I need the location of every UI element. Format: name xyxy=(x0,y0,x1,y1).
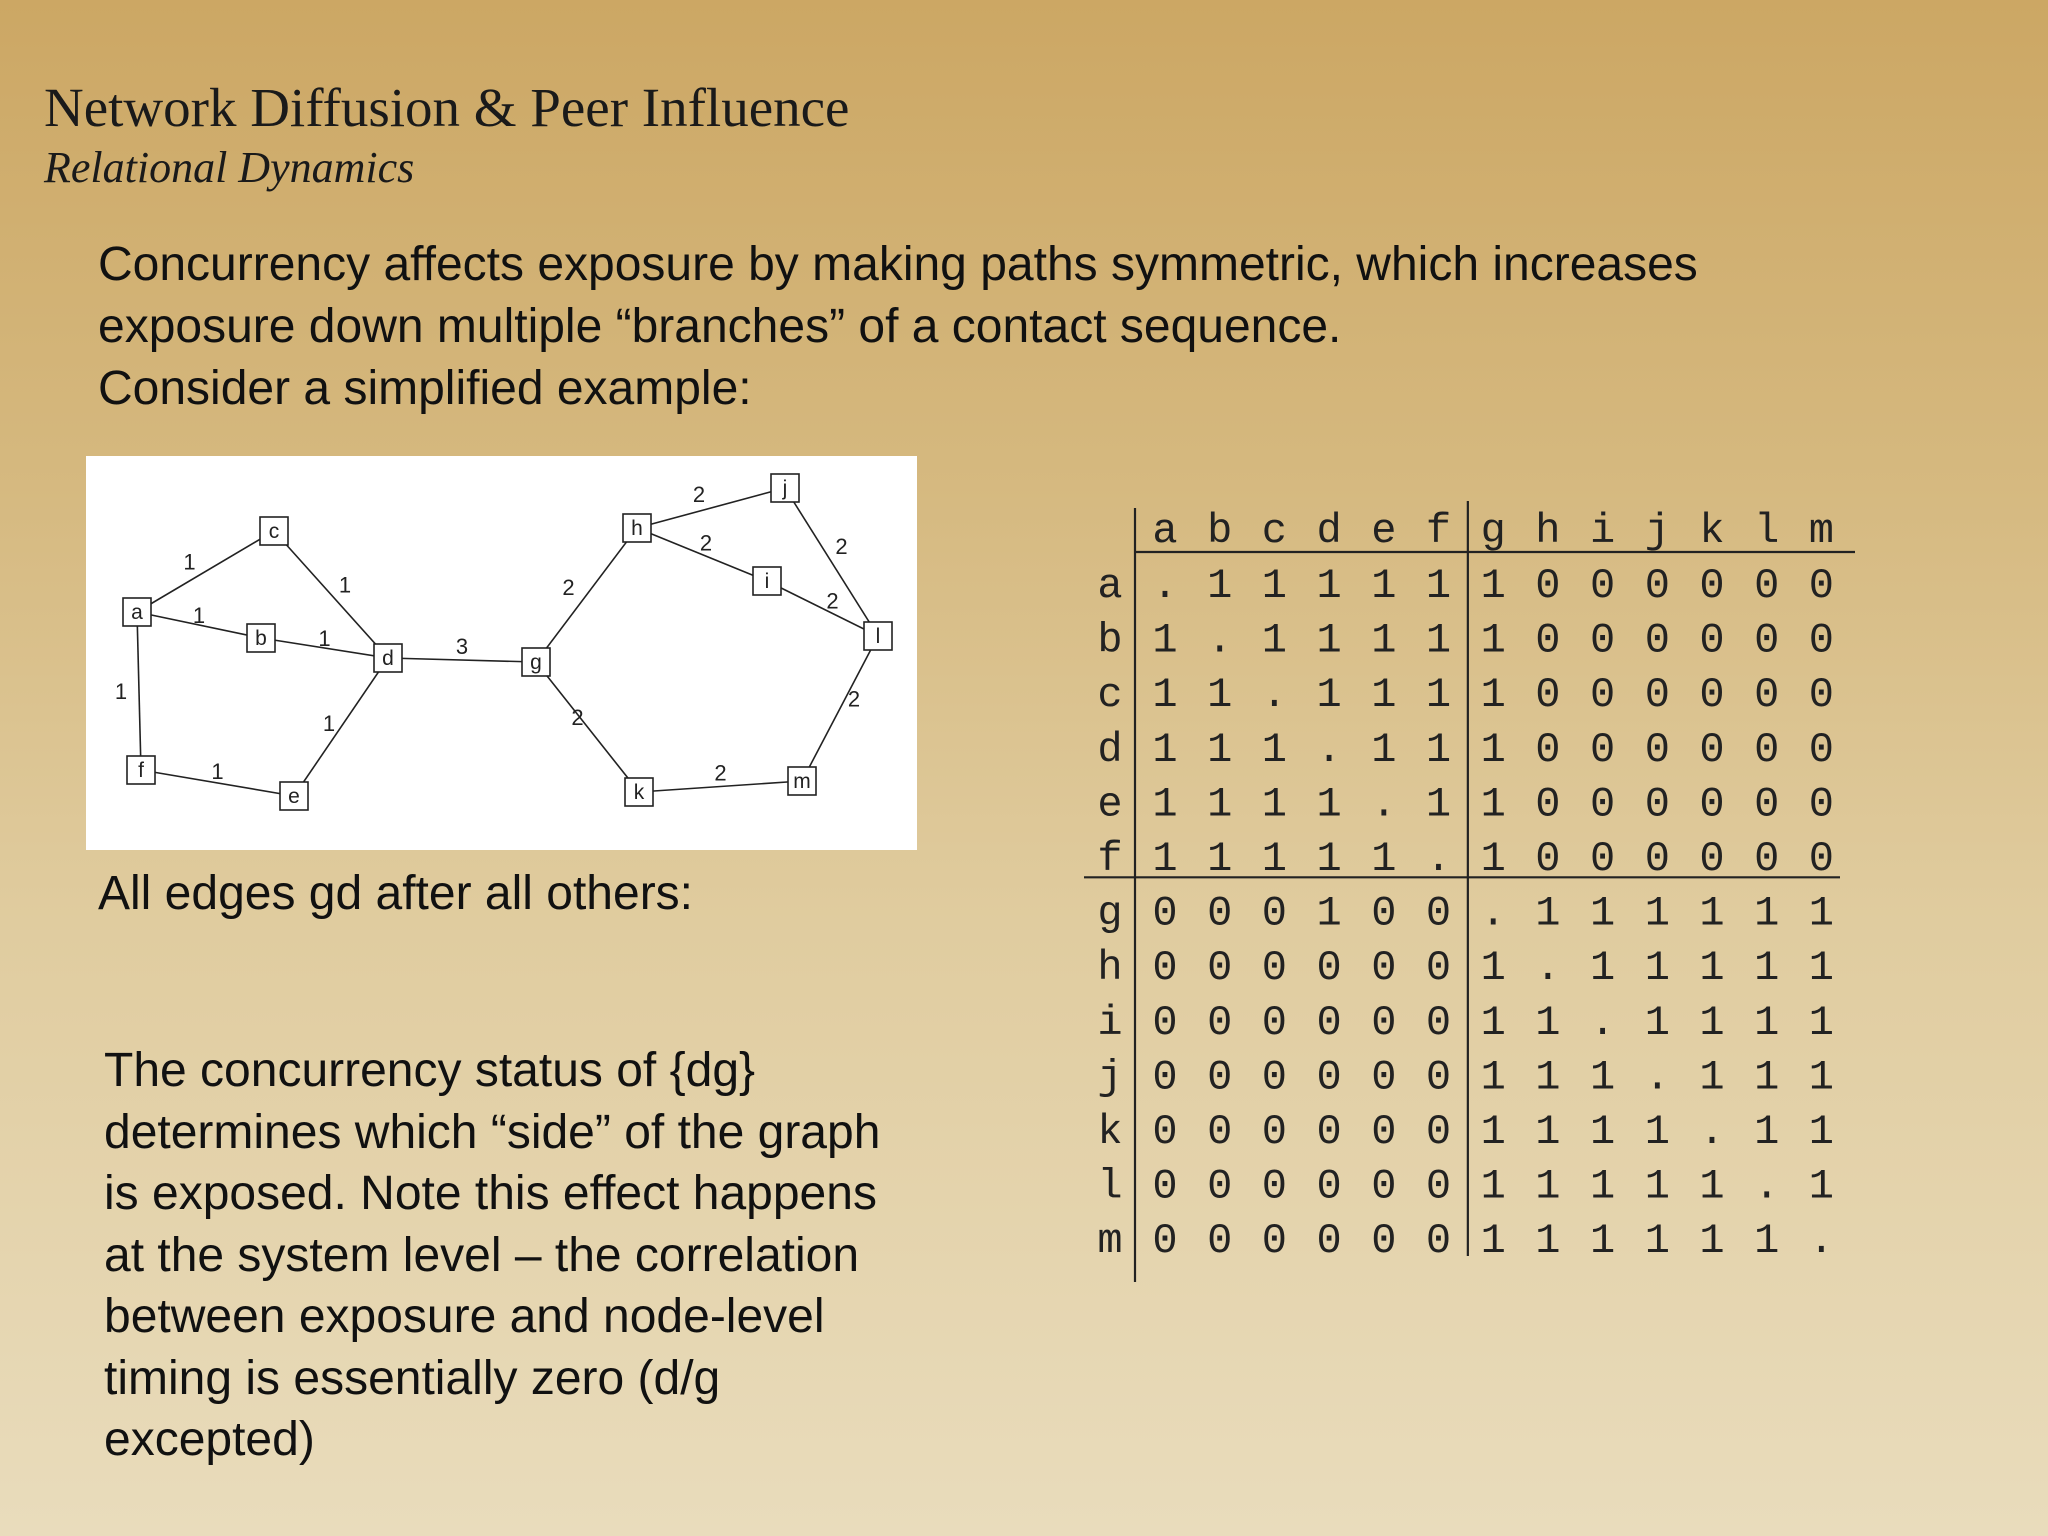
matrix-cell: 1 xyxy=(1480,725,1506,774)
matrix-cell: 0 xyxy=(1644,671,1670,720)
graph-node-h xyxy=(623,514,651,542)
matrix-cell: 0 xyxy=(1589,780,1616,829)
matrix-cell: 0 xyxy=(1371,998,1397,1047)
matrix-cell: . xyxy=(1589,998,1616,1047)
matrix-cell: 0 xyxy=(1589,725,1616,774)
matrix-cell: 1 xyxy=(1754,1053,1780,1102)
matrix-col-label: l xyxy=(1754,507,1780,555)
matrix-cell: 0 xyxy=(1754,725,1780,774)
matrix-cell: 1 xyxy=(1316,616,1342,665)
matrix-cell: 0 xyxy=(1589,562,1616,610)
graph-node-i xyxy=(753,567,781,595)
matrix-cell: 1 xyxy=(1589,1053,1616,1102)
matrix-cell: 1 xyxy=(1699,944,1725,993)
explanation-line: between exposure and node-level xyxy=(104,1290,825,1343)
matrix-cell: 0 xyxy=(1261,1053,1288,1102)
matrix-cell: 1 xyxy=(1644,1162,1670,1211)
matrix-cell: 0 xyxy=(1207,1108,1233,1156)
matrix-row-label: m xyxy=(1097,1217,1123,1266)
matrix-col-label: d xyxy=(1316,507,1342,555)
matrix-cell: 1 xyxy=(1535,1162,1561,1211)
matrix-cell: 0 xyxy=(1754,671,1780,720)
matrix-cell: 1 xyxy=(1480,1162,1506,1211)
graph-edge-weight: 1 xyxy=(318,626,331,651)
matrix-cell: 1 xyxy=(1371,671,1397,720)
matrix-cell: 0 xyxy=(1699,780,1725,829)
graph-node-label: m xyxy=(793,770,811,793)
matrix-cell: 1 xyxy=(1316,562,1342,610)
matrix-cell: 1 xyxy=(1589,1108,1616,1156)
matrix-cell: 1 xyxy=(1644,889,1670,938)
matrix-cell: 0 xyxy=(1207,1217,1233,1266)
matrix-cell: 1 xyxy=(1480,1108,1506,1156)
matrix-cell: 1 xyxy=(1699,1162,1725,1211)
matrix-cell: 0 xyxy=(1754,835,1780,883)
graph-edge-weight: 3 xyxy=(455,634,469,659)
matrix-cell: 1 xyxy=(1316,780,1342,829)
matrix-cell: 0 xyxy=(1152,998,1178,1047)
graph-node-k xyxy=(625,778,653,806)
matrix-cell: 0 xyxy=(1316,1053,1342,1102)
matrix-cell: 1 xyxy=(1371,616,1397,665)
graph-edge-h-j xyxy=(637,488,785,528)
matrix-col-label: g xyxy=(1480,507,1506,555)
reachability-matrix xyxy=(1080,496,1870,1296)
matrix-cell: 1 xyxy=(1808,1108,1835,1156)
matrix-cell: 1 xyxy=(1261,780,1288,829)
matrix-cell: 0 xyxy=(1371,1162,1397,1211)
graph-node-label: c xyxy=(268,520,280,543)
graph-edge-weight: 2 xyxy=(692,482,706,507)
intro-line: Concurrency affects exposure by making paths symmetric, which increases xyxy=(98,238,1698,291)
matrix-cell: 0 xyxy=(1699,835,1725,883)
matrix-row-label: g xyxy=(1097,889,1123,938)
matrix-cell: 1 xyxy=(1261,725,1288,774)
reachability-matrix-canvas xyxy=(1080,496,1870,1296)
graph-edge-weight: 2 xyxy=(562,575,575,600)
explanation-text xyxy=(104,1040,880,1471)
matrix-cell: . xyxy=(1207,616,1233,665)
matrix-cell: 0 xyxy=(1425,1162,1452,1211)
matrix-cell: . xyxy=(1316,725,1342,774)
matrix-cell: 1 xyxy=(1207,725,1233,774)
matrix-cell: 0 xyxy=(1644,725,1670,774)
intro-line: exposure down multiple “branches” of a contact sequence. xyxy=(98,300,1342,353)
matrix-cell: 1 xyxy=(1207,780,1233,829)
explanation-line: The concurrency status of {dg} xyxy=(104,1044,756,1097)
matrix-cell: 1 xyxy=(1371,725,1397,774)
matrix-col-label: i xyxy=(1589,507,1616,555)
matrix-cell: 0 xyxy=(1535,780,1561,829)
graph-edge-a-c xyxy=(137,531,274,612)
graph-edge-weight: 2 xyxy=(699,530,713,556)
network-graph-canvas xyxy=(86,456,917,850)
matrix-cell: 0 xyxy=(1535,562,1561,610)
matrix-cell: . xyxy=(1699,1108,1725,1156)
matrix-cell: 0 xyxy=(1699,562,1725,610)
matrix-cell: 0 xyxy=(1644,562,1670,610)
matrix-cell: 0 xyxy=(1808,616,1835,665)
graph-edge-weight: 1 xyxy=(211,759,224,784)
graph-node-e xyxy=(280,782,308,810)
edge-order-caption: All edges gd after all others: xyxy=(98,867,694,920)
matrix-row-label: b xyxy=(1097,616,1123,665)
matrix-cell: 1 xyxy=(1480,1053,1506,1102)
matrix-cell: 1 xyxy=(1261,616,1288,665)
explanation-line: excepted) xyxy=(104,1413,315,1466)
matrix-cell: 0 xyxy=(1371,1053,1397,1102)
matrix-cell: 1 xyxy=(1644,944,1670,993)
matrix-cell: 0 xyxy=(1699,616,1725,665)
matrix-cell: 1 xyxy=(1152,835,1178,883)
matrix-cell: 1 xyxy=(1207,562,1233,610)
graph-edge-weight: 1 xyxy=(114,679,128,704)
explanation-line: determines which “side” of the graph xyxy=(104,1105,881,1159)
matrix-row-label: c xyxy=(1097,671,1123,720)
graph-edge-m-l xyxy=(802,636,878,781)
matrix-cell: 1 xyxy=(1207,835,1233,883)
matrix-cell: 0 xyxy=(1316,944,1342,993)
explanation-line: at the system level – the correlation xyxy=(104,1228,860,1282)
matrix-cell: 1 xyxy=(1371,562,1397,610)
matrix-cell: 0 xyxy=(1808,671,1835,720)
slide-title: Network Diffusion & Peer Influence xyxy=(44,77,850,138)
matrix-cell: 1 xyxy=(1261,562,1288,610)
matrix-cell: 1 xyxy=(1535,1108,1561,1156)
matrix-cell: 0 xyxy=(1808,780,1835,829)
matrix-cell: 0 xyxy=(1425,1108,1452,1156)
matrix-col-label: m xyxy=(1808,507,1835,555)
graph-node-label: a xyxy=(131,601,143,624)
matrix-cell: 1 xyxy=(1316,835,1342,883)
matrix-cell: 0 xyxy=(1152,1217,1178,1266)
matrix-cell: 0 xyxy=(1754,780,1780,829)
matrix-cell: 1 xyxy=(1152,780,1178,829)
matrix-cell: 1 xyxy=(1699,889,1725,938)
matrix-cell: 1 xyxy=(1644,998,1670,1047)
matrix-cell: 1 xyxy=(1644,1217,1670,1266)
matrix-cell: 0 xyxy=(1754,562,1780,610)
matrix-cell: 1 xyxy=(1754,1217,1780,1266)
matrix-cell: 1 xyxy=(1589,944,1616,993)
graph-edge-weight: 1 xyxy=(322,711,336,736)
matrix-cell: 1 xyxy=(1808,1162,1835,1211)
matrix-row-label: d xyxy=(1097,725,1123,774)
matrix-row-label: f xyxy=(1097,835,1123,883)
matrix-cell: 1 xyxy=(1152,616,1178,665)
matrix-row-label: j xyxy=(1097,1053,1123,1102)
matrix-cell: 0 xyxy=(1371,1108,1397,1156)
matrix-cell: 1 xyxy=(1754,998,1780,1047)
matrix-cell: 0 xyxy=(1425,944,1452,993)
graph-node-b xyxy=(247,624,275,652)
graph-node-label: e xyxy=(288,785,300,808)
matrix-cell: 0 xyxy=(1261,998,1288,1047)
matrix-cell: 1 xyxy=(1699,1053,1725,1102)
graph-edge-a-f xyxy=(137,612,141,770)
matrix-cell: 1 xyxy=(1754,944,1780,993)
slide-subtitle: Relational Dynamics xyxy=(44,143,415,192)
matrix-cell: 0 xyxy=(1207,1053,1233,1102)
matrix-row-label: k xyxy=(1097,1108,1123,1156)
matrix-cell: 0 xyxy=(1699,671,1725,720)
matrix-cell: 1 xyxy=(1535,889,1561,938)
graph-edge-e-d xyxy=(294,658,388,796)
network-graph xyxy=(86,456,917,850)
matrix-cell: 0 xyxy=(1589,835,1616,883)
graph-edge-weight: 1 xyxy=(338,572,352,598)
matrix-cell: 1 xyxy=(1480,944,1506,993)
matrix-cell: 1 xyxy=(1535,998,1561,1047)
matrix-cell: 1 xyxy=(1535,1053,1561,1102)
matrix-col-label: b xyxy=(1207,507,1233,555)
matrix-cell: 0 xyxy=(1316,1217,1342,1266)
matrix-cell: 1 xyxy=(1480,562,1506,610)
graph-node-label: l xyxy=(875,625,881,648)
graph-edge-weight: 2 xyxy=(571,705,584,730)
matrix-cell: 0 xyxy=(1699,725,1725,774)
matrix-cell: 1 xyxy=(1699,998,1725,1047)
graph-edge-g-k xyxy=(536,662,639,792)
matrix-cell: 1 xyxy=(1589,1217,1616,1266)
matrix-cell: 1 xyxy=(1480,616,1506,665)
graph-node-label: i xyxy=(764,570,770,593)
matrix-col-label: e xyxy=(1371,507,1397,555)
matrix-cell: 1 xyxy=(1480,1217,1506,1266)
matrix-cell: 0 xyxy=(1644,835,1670,883)
intro-line: Consider a simplified example: xyxy=(98,362,752,415)
matrix-col-label: a xyxy=(1152,507,1178,555)
graph-edge-weight: 2 xyxy=(847,686,861,712)
matrix-cell: 1 xyxy=(1589,889,1616,938)
matrix-cell: 1 xyxy=(1480,998,1506,1047)
matrix-cell: 0 xyxy=(1425,1053,1452,1102)
matrix-cell: 0 xyxy=(1371,1217,1397,1266)
matrix-cell: 0 xyxy=(1808,835,1835,883)
graph-node-d xyxy=(374,644,402,672)
matrix-cell: 0 xyxy=(1207,998,1233,1047)
matrix-cell: 1 xyxy=(1754,889,1780,938)
matrix-col-label: k xyxy=(1699,507,1725,555)
graph-node-a xyxy=(123,598,151,626)
matrix-cell: 0 xyxy=(1261,944,1288,993)
graph-edge-weight: 2 xyxy=(835,534,848,559)
graph-edge-weight: 1 xyxy=(192,603,206,628)
graph-node-label: j xyxy=(782,477,788,500)
matrix-cell: 1 xyxy=(1699,1217,1725,1266)
matrix-cell: 1 xyxy=(1480,671,1506,720)
matrix-cell: 0 xyxy=(1261,1108,1288,1156)
matrix-cell: 0 xyxy=(1535,616,1561,665)
matrix-cell: 0 xyxy=(1589,616,1616,665)
matrix-cell: 1 xyxy=(1425,780,1452,829)
matrix-cell: 0 xyxy=(1316,1162,1342,1211)
matrix-cell: 0 xyxy=(1316,1108,1342,1156)
matrix-cell: 1 xyxy=(1425,725,1452,774)
graph-node-label: d xyxy=(382,647,394,670)
matrix-cell: 1 xyxy=(1644,1108,1670,1156)
matrix-col-label: h xyxy=(1535,507,1561,555)
graph-node-label: h xyxy=(631,517,643,540)
matrix-cell: 0 xyxy=(1152,1053,1178,1102)
matrix-cell: 1 xyxy=(1480,835,1506,883)
graph-node-f xyxy=(127,756,155,784)
matrix-cell: . xyxy=(1371,780,1397,829)
matrix-cell: 0 xyxy=(1535,725,1561,774)
matrix-cell: . xyxy=(1644,1053,1670,1102)
matrix-cell: 0 xyxy=(1589,671,1616,720)
matrix-cell: 0 xyxy=(1152,889,1178,938)
matrix-cell: 0 xyxy=(1316,998,1342,1047)
matrix-cell: 0 xyxy=(1152,944,1178,993)
graph-node-label: g xyxy=(530,651,542,674)
matrix-cell: 1 xyxy=(1207,671,1233,720)
matrix-col-label: c xyxy=(1261,507,1288,555)
matrix-cell: 1 xyxy=(1808,1053,1835,1102)
matrix-cell: 0 xyxy=(1371,889,1397,938)
graph-node-m xyxy=(788,767,816,795)
matrix-cell: 0 xyxy=(1207,889,1233,938)
matrix-cell: 1 xyxy=(1425,671,1452,720)
matrix-cell: . xyxy=(1754,1162,1780,1211)
matrix-col-label: f xyxy=(1425,507,1452,555)
matrix-cell: 0 xyxy=(1152,1108,1178,1156)
matrix-cell: 0 xyxy=(1425,1217,1452,1266)
matrix-cell: 1 xyxy=(1754,1108,1780,1156)
matrix-cell: 1 xyxy=(1261,835,1288,883)
explanation-line: is exposed. Note this effect happens xyxy=(104,1167,877,1220)
matrix-row-label: e xyxy=(1097,780,1123,829)
matrix-cell: 1 xyxy=(1316,671,1342,720)
matrix-cell: 1 xyxy=(1808,944,1835,993)
matrix-cell: 0 xyxy=(1644,616,1670,665)
matrix-cell: 1 xyxy=(1425,616,1452,665)
matrix-cell: 0 xyxy=(1207,1162,1233,1211)
matrix-cell: 0 xyxy=(1808,562,1835,610)
matrix-cell: 0 xyxy=(1207,944,1233,993)
matrix-cell: 0 xyxy=(1152,1162,1178,1211)
graph-node-j xyxy=(771,474,799,502)
graph-node-label: b xyxy=(255,627,267,650)
graph-edge-weight: 1 xyxy=(183,549,196,575)
graph-node-label: k xyxy=(633,781,645,804)
matrix-cell: . xyxy=(1808,1217,1835,1266)
matrix-cell: 0 xyxy=(1535,835,1561,883)
intro-text xyxy=(98,234,1698,420)
matrix-cell: 0 xyxy=(1425,998,1452,1047)
matrix-cell: . xyxy=(1425,835,1452,883)
graph-edge-weight: 2 xyxy=(826,588,839,614)
explanation-line: timing is essentially zero (d/g xyxy=(104,1351,721,1405)
graph-edge-g-h xyxy=(536,528,637,662)
matrix-row-label: l xyxy=(1097,1162,1123,1211)
matrix-cell: 1 xyxy=(1808,889,1835,938)
matrix-cell: 1 xyxy=(1371,835,1397,883)
graph-node-c xyxy=(260,517,288,545)
matrix-cell: 1 xyxy=(1152,671,1178,720)
matrix-row-label: h xyxy=(1097,944,1123,993)
matrix-cell: 0 xyxy=(1808,725,1835,774)
matrix-cell: . xyxy=(1535,944,1561,993)
matrix-row-label: a xyxy=(1097,562,1123,610)
graph-edge-c-d xyxy=(274,531,388,658)
matrix-cell: 0 xyxy=(1261,889,1288,938)
matrix-cell: 1 xyxy=(1535,1217,1561,1266)
matrix-cell: 0 xyxy=(1371,944,1397,993)
graph-node-label: f xyxy=(138,759,144,782)
matrix-row-label: i xyxy=(1097,998,1123,1047)
matrix-cell: 1 xyxy=(1316,889,1342,938)
graph-node-l xyxy=(864,622,892,650)
matrix-cell: 0 xyxy=(1535,671,1561,720)
matrix-col-label: j xyxy=(1644,507,1670,555)
graph-node-g xyxy=(522,648,550,676)
matrix-cell: 1 xyxy=(1589,1162,1616,1211)
matrix-cell: 1 xyxy=(1480,780,1506,829)
graph-edge-weight: 2 xyxy=(714,760,727,786)
matrix-cell: 1 xyxy=(1808,998,1835,1047)
matrix-cell: 1 xyxy=(1425,562,1452,610)
matrix-cell: 0 xyxy=(1261,1162,1288,1211)
matrix-cell: . xyxy=(1152,562,1178,610)
matrix-cell: 0 xyxy=(1644,780,1670,829)
matrix-cell: 0 xyxy=(1261,1217,1288,1266)
matrix-cell: 0 xyxy=(1754,616,1780,665)
matrix-cell: 1 xyxy=(1152,725,1178,774)
matrix-cell: . xyxy=(1261,671,1288,720)
matrix-cell: 0 xyxy=(1425,889,1452,938)
matrix-cell: . xyxy=(1480,889,1506,938)
